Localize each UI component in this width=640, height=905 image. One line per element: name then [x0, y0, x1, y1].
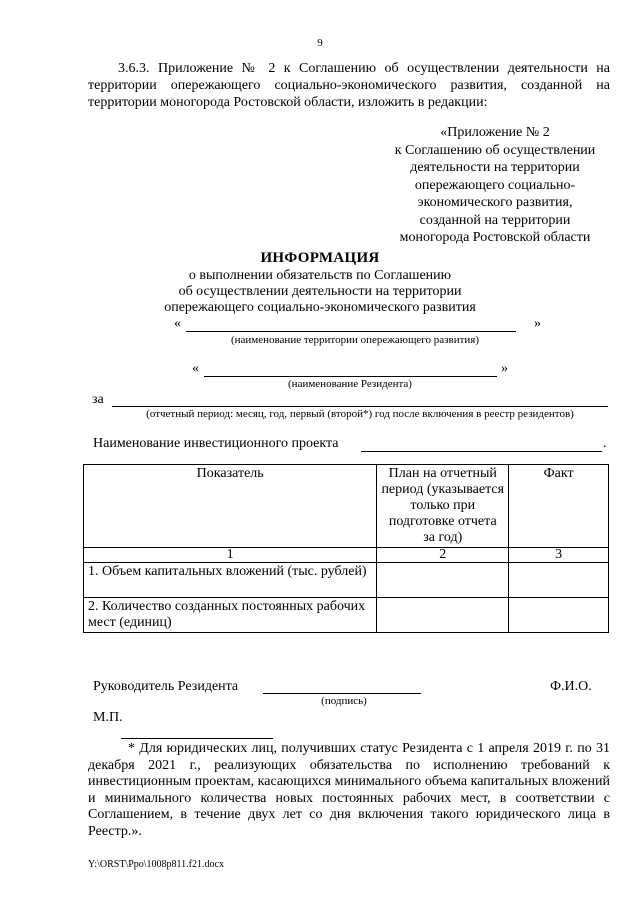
- document-title: ИНФОРМАЦИЯ: [260, 250, 380, 266]
- period-field[interactable]: [112, 406, 608, 407]
- stamp-place: М.П.: [93, 710, 123, 725]
- territory-name-field[interactable]: [186, 331, 516, 332]
- plan-cell[interactable]: [377, 598, 509, 633]
- resident-quote-open: «: [192, 361, 199, 376]
- subtitle-line: об осуществлении деятельности на территории: [178, 284, 462, 299]
- header-fact: Факт: [509, 465, 609, 548]
- territory-quote-open: «: [174, 316, 181, 331]
- resident-quote-close: »: [501, 361, 508, 376]
- subtitle-line: опережающего социально-экономического развития: [164, 300, 476, 315]
- resident-name-field[interactable]: [204, 376, 497, 377]
- file-path: Y:\ORST\Ppo\1008p811.f21.docx: [88, 859, 224, 870]
- footnote: * Для юридических лиц, получивших статус Резидента с 1 апреля 2019 г. по 31 декабря 2021 г., реализующих обязательства по исполнению требований к инвестиционным проектам, касающихся минимального объема капитальных вложений и минимального количества новых постоянных рабочих мест, в соответствии с Соглашением, в течение двух лет со дня включения такого юридического лица в Реестр.».: [88, 741, 610, 839]
- table-row: [84, 598, 609, 633]
- footnote-separator: [121, 738, 273, 739]
- appendix-line: деятельности на территории: [410, 160, 580, 175]
- signature-fio: Ф.И.О.: [550, 679, 592, 694]
- period-caption: (отчетный период: месяц, год, первый (второй*) год после включения в реестр резидентов): [146, 408, 574, 420]
- fact-cell[interactable]: [509, 563, 609, 598]
- period-prefix: за: [92, 392, 104, 407]
- table-row: [84, 563, 609, 598]
- header-plan: План на отчетный период (указывается только при подготовке отчета за год): [377, 465, 509, 548]
- subtitle-line: о выполнении обязательств по Соглашению: [188, 268, 452, 283]
- territory-caption: (наименование территории опережающего развития): [230, 334, 480, 346]
- column-number: 3: [509, 548, 609, 563]
- column-number: 1: [84, 548, 377, 563]
- appendix-line: экономического развития,: [417, 195, 573, 210]
- row-label: 2. Количество созданных постоянных рабочих мест (единиц): [84, 598, 377, 633]
- appendix-line: опережающего социально-: [414, 177, 576, 193]
- appendix-header: [370, 124, 620, 247]
- appendix-line: моногорода Ростовской области: [399, 230, 591, 245]
- row-label: 1. Объем капитальных вложений (тыс. рублей): [84, 563, 377, 598]
- project-end: .: [603, 436, 607, 451]
- territory-quote-close: »: [534, 316, 541, 331]
- appendix-line: к Соглашению об осуществлении: [394, 142, 596, 158]
- project-name-field[interactable]: [361, 451, 602, 452]
- plan-cell[interactable]: [377, 563, 509, 598]
- report-table: [83, 464, 609, 633]
- project-label: Наименование инвестиционного проекта: [93, 436, 339, 451]
- document-subtitle: [0, 268, 640, 316]
- appendix-line: «Приложение № 2: [440, 125, 550, 140]
- resident-caption: (наименование Резидента): [288, 378, 412, 390]
- header-indicator: Показатель: [84, 465, 377, 548]
- signature-field[interactable]: [263, 693, 421, 694]
- page-number: 9: [317, 37, 323, 49]
- column-number: 2: [377, 548, 509, 563]
- table-number-row: [84, 548, 609, 563]
- appendix-line: созданной на территории: [419, 212, 571, 228]
- intro-paragraph: 3.6.3. Приложение № 2 к Соглашению об осуществлении деятельности на территории опережающего социально-экономического развития, созданной на территории моногорода Ростовской области, изложить в редакции:: [88, 61, 610, 110]
- signature-caption: (подпись): [321, 695, 367, 707]
- project-row: [93, 436, 338, 452]
- signature-label: Руководитель Резидента: [93, 679, 239, 694]
- fact-cell[interactable]: [509, 598, 609, 633]
- table-header-row: [84, 465, 609, 548]
